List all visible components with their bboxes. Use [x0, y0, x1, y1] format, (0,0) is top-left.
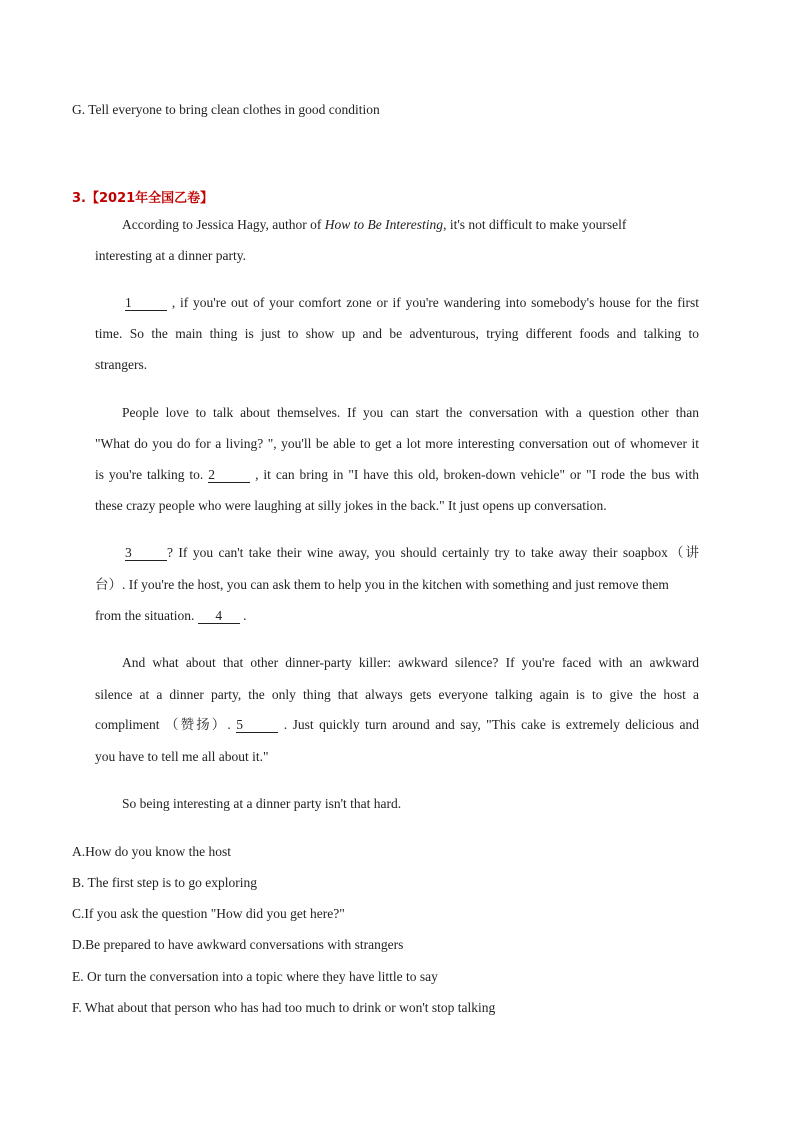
p6-line1: So being interesting at a dinner party isn't that hard.: [122, 796, 402, 811]
p5-line3: [95, 716, 699, 734]
p5-text-3a: compliment （赞扬）.: [95, 717, 231, 732]
question-source: 【2021年全国乙卷】: [85, 191, 214, 206]
option-d: D.Be prepared to have awkward conversations with strangers: [72, 937, 404, 952]
blank-2[interactable]: 2: [208, 467, 250, 483]
p3-line1: [122, 404, 699, 422]
p5-line4: you have to tell me all about it.": [95, 749, 269, 764]
p3-line4: these crazy people who were laughing at silly jokes in the back." It just opens up conversation.: [95, 498, 607, 513]
p3-line2: [95, 435, 699, 453]
p1-line2: interesting at a dinner party.: [95, 248, 246, 263]
option-f: F. What about that person who has had too much to drink or won't stop talking: [72, 1000, 496, 1015]
option-a: A.How do you know the host: [72, 844, 231, 859]
p5-line1: [122, 654, 699, 672]
blank-3[interactable]: 3: [125, 545, 167, 561]
p5-text-3b: . Just quickly turn around and say, "This cake is extremely delicious and: [283, 717, 700, 732]
question-number: 3.: [72, 191, 86, 206]
p3-line3: [95, 466, 699, 484]
p4-line1: [125, 544, 699, 562]
p1-text-b: , it's not difficult to make yourself: [443, 217, 627, 232]
blank-4[interactable]: 4: [198, 608, 240, 624]
p2-line1: [125, 294, 699, 312]
p3-text-3a: is you're talking to.: [95, 467, 204, 482]
p1-line1: [122, 216, 626, 234]
p4-text-3a: from the situation.: [95, 608, 195, 623]
book-title: How to Be Interesting: [324, 217, 444, 232]
p5-text-2: silence at a dinner party, the only thing that always gets everyone talking again is to give the host a: [95, 687, 699, 702]
p4-text-1: ? If you can't take their wine away, you should certainly try to take away their soapbox（讲: [167, 545, 699, 560]
p2-text-2: time. So the main thing is just to show up and be adventurous, trying different foods and talking to: [95, 326, 699, 341]
p3-text-1: People love to talk about themselves. If you can start the conversation with a question other than: [122, 405, 699, 420]
option-e: E. Or turn the conversation into a topic where they have little to say: [72, 969, 438, 984]
p5-text-1: And what about that other dinner-party killer: awkward silence? If you're faced with an awkward: [122, 655, 699, 670]
blank-5[interactable]: 5: [236, 717, 278, 733]
option-g: G. Tell everyone to bring clean clothes in good condition: [72, 102, 380, 117]
blank-1[interactable]: 1: [125, 295, 167, 311]
p3-text-3b: , it can bring in "I have this old, broken-down vehicle" or "I rode the bus with: [255, 467, 700, 482]
p4-line3: [95, 607, 246, 625]
p2-text-1: , if you're out of your comfort zone or if you're wandering into somebody's house for the first: [171, 295, 700, 310]
p4-text-3b: .: [243, 608, 247, 623]
p5-line2: [95, 686, 699, 704]
p2-line3: strangers.: [95, 357, 148, 372]
p4-line2: 台）. If you're the host, you can ask them to help you in the kitchen with something and just remove them: [95, 577, 669, 592]
p1-text-a: According to Jessica Hagy, author of: [122, 217, 325, 232]
option-b: B. The first step is to go exploring: [72, 875, 257, 890]
option-c: C.If you ask the question "How did you get here?": [72, 906, 345, 921]
p2-line2: [95, 325, 699, 343]
p3-text-2: "What do you do for a living? ", you'll be able to get a lot more interesting conversation out of whomever it: [95, 436, 699, 451]
question-heading: [72, 190, 213, 208]
